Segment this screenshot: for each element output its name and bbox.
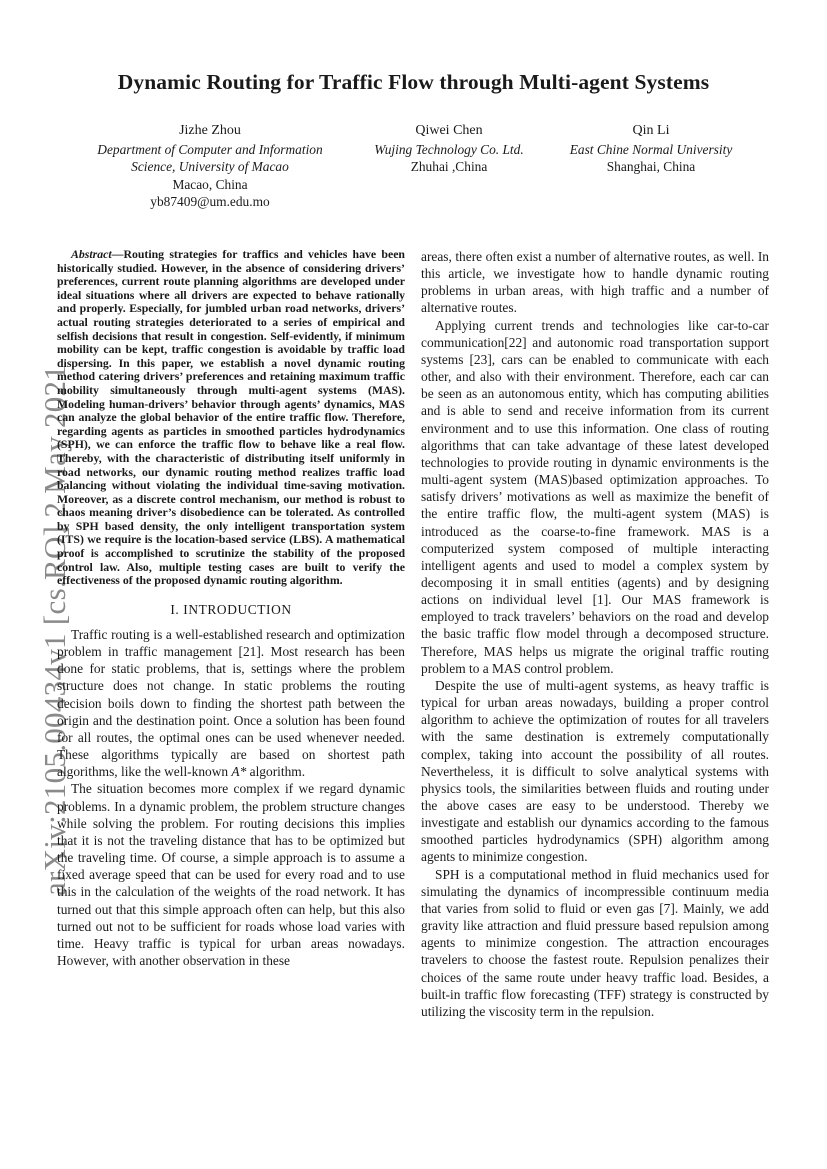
- author-email: yb87409@um.edu.mo: [150, 193, 270, 209]
- paper-title: Dynamic Routing for Traffic Flow through Multi-agent Systems: [117, 70, 710, 94]
- author-affiliation: Science, University of Macao: [131, 159, 289, 175]
- abstract-label: Abstract: [71, 247, 112, 261]
- body-paragraph: [57, 626, 405, 780]
- author-name: Qin Li: [632, 123, 670, 138]
- body-paragraph: Applying current trends and technologies like car-to-car communication[22] and autonomic road transportation support systems [23], cars can be enabled to communicate with each other, and also with their environment. Therefore, each car can be seen as an autonomous entity, which has computing abilities and is able to send and receive information from its current environment and to use this information. One class of routing algorithms that can take advantage of these latest developed technologies to provide routing in dynamic environments is the multi-agent system (MAS)based optimization approaches. To satisfy drivers’ motivations as well as maximize the benefit of the entire traffic flow, the multi-agent system (MAS) is introduced as the coarse-to-fine framework. MAS is a computerized system composed of multiple interacting intelligent agents and used to model a complex system by decomposing it in small entities (agents) and by designing actions on individual level [1]. Our MAS framework is employed to track travelers’ behaviors on the road and develop the basic traffic flow model through a decomposed structure. Therefore, MAS helps us migrate the original traffic routing problem to a MAS control problem.: [421, 317, 769, 676]
- body-paragraph: areas, there often exist a number of alternative routes, as well. In this article, we investigate how to handle dynamic routing problems in urban areas, with high traffic and a number of alternative routes.: [421, 249, 769, 316]
- author-affiliation: East Chine Normal University: [569, 142, 733, 158]
- paragraph-text: algorithm.: [246, 764, 306, 780]
- abstract-text: —Routing strategies for traffics and vehicles have been historically studied. However, in the absence of considering drivers’ preferences, current route planning algorithms are developed under ideal situations where all drivers are expected to behave rationally and properly. Especially, for jumbled urban road networks, drivers’ actual routing strategies deteriorated to a series of empirical and selfish decisions that result in congestion. Self-evidently, if minimum mobility can be kept, traffic congestion is avoidable by traffic load dispersing. In this paper, we establish a novel dynamic routing method catering drivers’ preferences and retaining maximum traffic mobility simultaneously through multi-agent systems (MAS). Modeling human-drivers’ behavior through agents’ dynamics, MAS can analyze the global behavior of the entire traffic flow. Therefore, regarding agents as particles in smoothed particles hydrodynamics (SPH), we can enforce the traffic flow to behave like a real flow. Thereby, with the characteristic of distributing itself uniformly in road networks, our dynamic routing method realizes traffic load balancing without violating the individual time-saving motivation. Moreover, as a discrete control mechanism, our method is robust to chaos meaning driver’s disobedience can be tolerated. As controlled by SPH based density, the only intelligent transportation system (ITS) we require is the location-based service (LBS). A mathematical proof is accomplished to scrutinize the stability of the proposed control law. Also, multiple testing cases are built to verify the effectiveness of the proposed dynamic routing algorithm.: [57, 247, 405, 588]
- math-symbol: A*: [231, 764, 247, 780]
- body-paragraph: SPH is a computational method in fluid mechanics used for simulating the dynamics of incompressible continuum media that varies from solid to fluid or even gas [7]. Mainly, we add gravity like attraction and fluid pressure based repulsion among agents to minimize congestion. The attraction encourages travelers to choose the fastest route. Repulsion penalizes their choices of the same route under heavy traffic load. Besides, a built-in traffic flow forecasting (TFF) strategy is constructed by utilizing the viscosity term in the repulsion.: [421, 866, 769, 1019]
- author-location: Macao, China: [172, 176, 248, 192]
- body-paragraph: The situation becomes more complex if we regard dynamic problems. In a dynamic problem, the problem structure changes while solving the problem. For routing decisions this implies that it is not the traveling distance that has to be optimized but the traveling time. Of course, a simple approach is to assume a fixed average speed that can be used for every road and to use this in the calculation of the weights of the road network. It has turned out that this simple approach often can help, but this also turned out not to be sufficient for roads whose load varies with time. Heavy traffic is typical for urban areas nowadays. However, with another observation in these: [57, 781, 405, 968]
- section-heading: I. INTRODUCTION: [170, 601, 292, 617]
- author-affiliation: Department of Computer and Information: [97, 142, 323, 158]
- body-paragraph: Despite the use of multi-agent systems, as heavy traffic is typical for urban areas nowadays, building a proper control algorithm to achieve the optimization of routes for all travelers with the same destination is extremely computationally complex, taking into account the possibility of all routes. Nevertheless, it is difficult to solve analytical systems with physics tools, the similarities between fluids and routing under the above cases are easy to be understood. Thereby we investigate and establish our dynamics according to the famous smoothed particles hydrodynamics (SPH) algorithm among agents to minimize congestion.: [421, 677, 769, 865]
- author-block-chen: [348, 122, 550, 176]
- author-location: Shanghai, China: [606, 159, 696, 175]
- author-block-zhou: [60, 122, 360, 210]
- author-name: Jizhe Zhou: [179, 123, 241, 138]
- right-column: [421, 248, 769, 1020]
- left-column: [57, 248, 405, 969]
- author-block-li: [548, 122, 754, 176]
- author-affiliation: Wujing Technology Co. Ltd.: [374, 142, 524, 158]
- author-name: Qiwei Chen: [415, 123, 483, 138]
- abstract: [57, 248, 405, 588]
- arxiv-identifier-stamp: arXiv:2105.00434v1 [cs.RO] 2 May 2021: [37, 364, 72, 896]
- paragraph-text: Traffic routing is a well-established research and optimization problem in traffic management [21]. Most research has been done for static problems, that is, settings where the problem structure does not change. In static problems the routing decision boils down to finding the shortest path between the origin and the destination point. Once a solution has been found for all routes, the optimal ones can be used whenever needed. These algorithms typically are based on shortest path algorithms, like the well-known: [57, 627, 405, 780]
- author-location: Zhuhai ,China: [410, 159, 488, 175]
